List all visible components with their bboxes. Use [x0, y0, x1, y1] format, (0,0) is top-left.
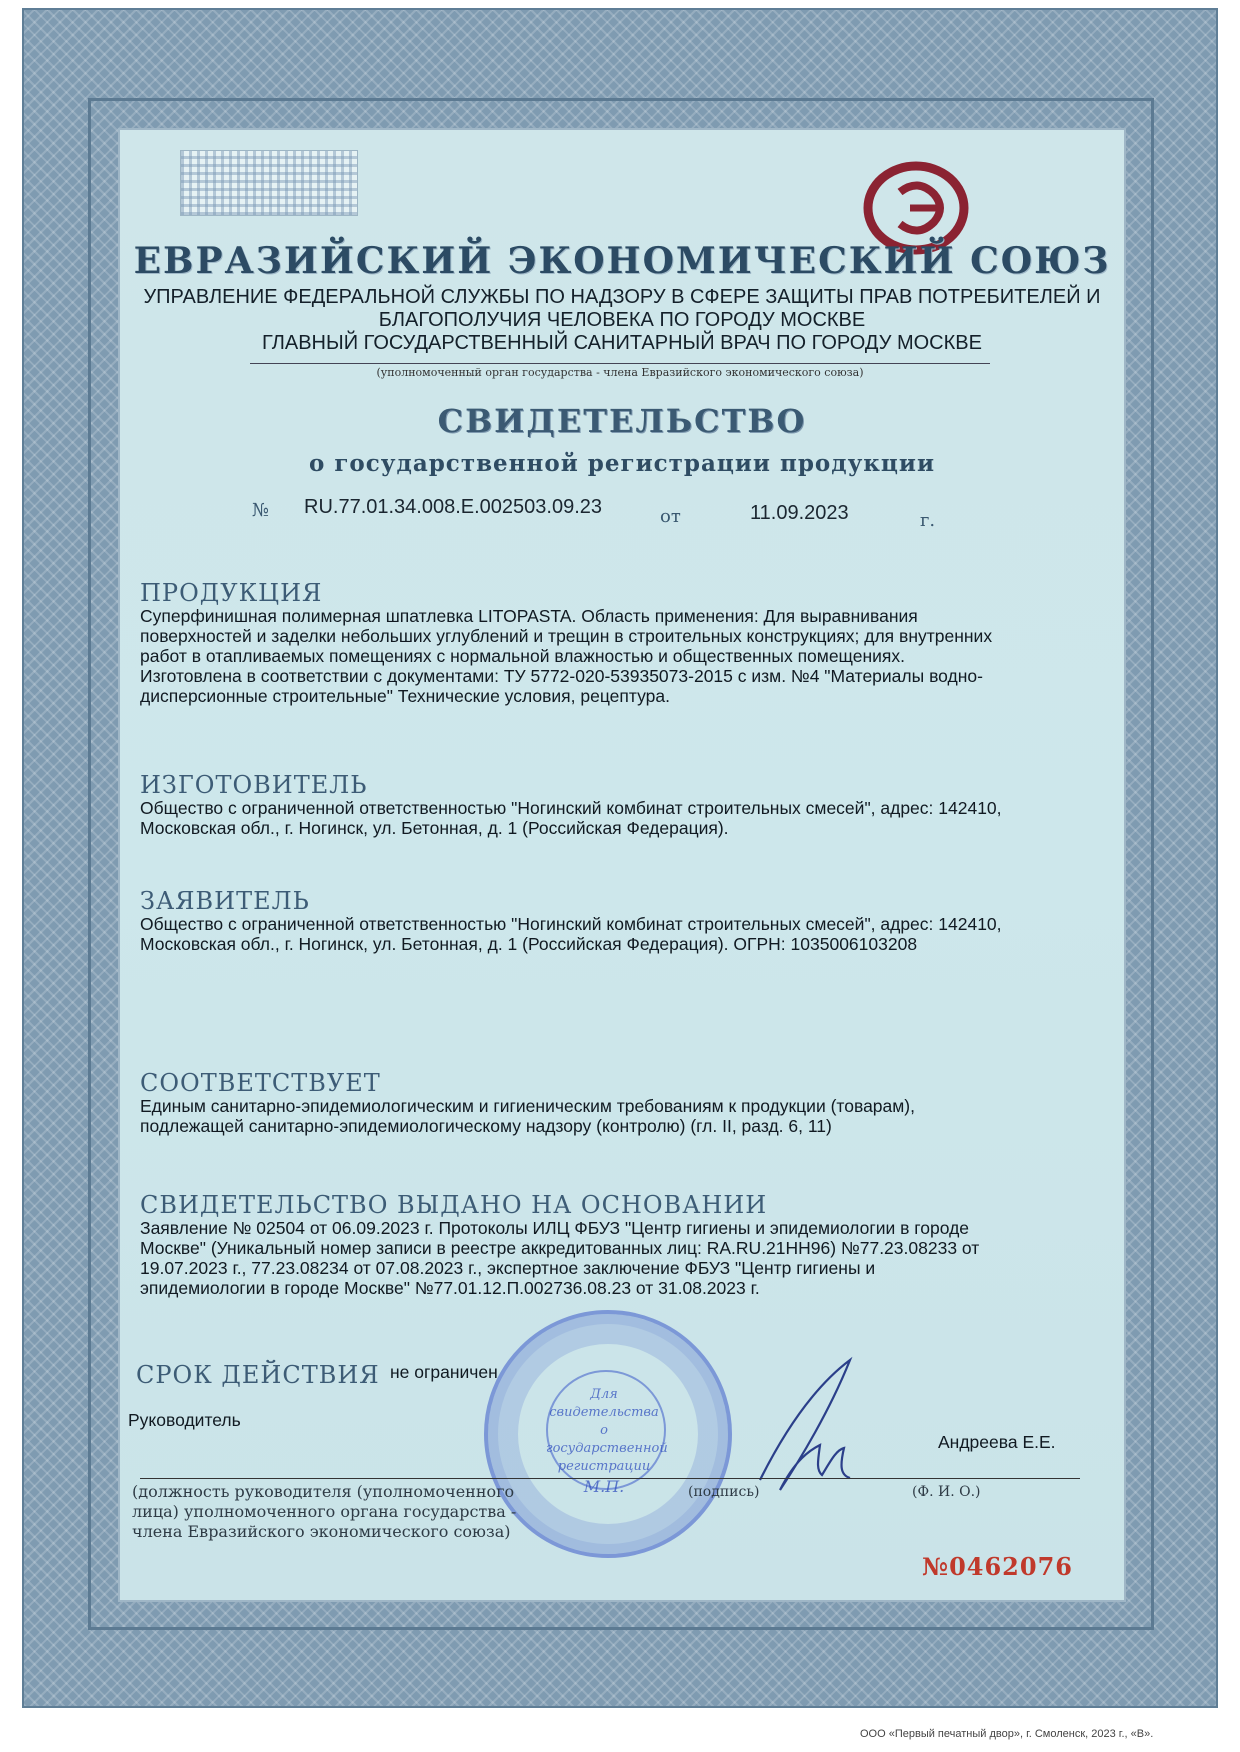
section-product	[140, 580, 1080, 706]
certificate-title: СВИДЕТЕЛЬСТВО	[437, 402, 807, 440]
section-line: Московская обл., г. Ногинск, ул. Бетонная, д. 1 (Российская Федерация). ОГРН: 1035006103208	[140, 934, 918, 954]
section-line: работ в отапливаемых помещениях с нормальной влажностью и общественных помещениях.	[140, 646, 906, 666]
authority-line: БЛАГОПОЛУЧИЯ ЧЕЛОВЕКА ПО ГОРОДУ МОСКВЕ	[378, 309, 866, 331]
section-line: Общество с ограниченной ответственностью "Ногинский комбинат строительных смесей", адрес: 142410,	[140, 914, 1002, 934]
section-heading: ПРОДУКЦИЯ	[140, 579, 323, 607]
role-note-line: лица) уполномоченного органа государства -	[132, 1502, 517, 1521]
authority-line: ГЛАВНЫЙ ГОСУДАРСТВЕННЫЙ САНИТАРНЫЙ ВРАЧ ПО ГОРОДУ МОСКВЕ	[262, 332, 982, 354]
section-manufacturer	[140, 772, 1080, 838]
printer-imprint: ООО «Первый печатный двор», г. Смоленск, 2023 г., «В».	[860, 1728, 1154, 1740]
validity-heading: СРОК ДЕЙСТВИЯ	[136, 1361, 380, 1389]
role-note-line: (должность руководителя (уполномоченного	[132, 1482, 515, 1501]
section-basis	[140, 1192, 1080, 1298]
fio-note: (Ф. И. О.)	[912, 1484, 981, 1500]
validity-value: не ограничен	[390, 1362, 498, 1382]
sign-note: (подпись)	[688, 1484, 760, 1500]
seal-line: свидетельства	[549, 1405, 659, 1420]
union-name: ЕВРАЗИЙСКИЙ ЭКОНОМИЧЕСКИЙ СОЮЗ	[133, 240, 1111, 282]
section-line: Изготовлена в соответствии с документами: ТУ 5772-020-53935073-2015 с изм. №4 "Материалы водно-	[140, 666, 983, 686]
certificate-subtitle: о государственной регистрации продукции	[308, 450, 936, 477]
signature-underline	[140, 1478, 1080, 1479]
role-note-line: члена Евразийского экономического союза)	[132, 1522, 511, 1541]
authority-line: УПРАВЛЕНИЕ ФЕДЕРАЛЬНОЙ СЛУЖБЫ ПО НАДЗОРУ В СФЕРЕ ЗАЩИТЫ ПРАВ ПОТРЕБИТЕЛЕЙ И	[143, 286, 1101, 308]
authority-note: (уполномоченный орган государства - члена Евразийского экономического союза)	[376, 366, 864, 379]
date-suffix: г.	[920, 510, 936, 531]
section-line: 19.07.2023 г., 77.23.08234 от 07.08.2023 г., экспертное заключение ФБУЗ "Центр гигиены и	[140, 1258, 876, 1278]
section-applicant	[140, 888, 1080, 954]
section-line: подлежащей санитарно-эпидемиологическому надзору (контролю) (гл. II, разд. 6, 11)	[140, 1116, 832, 1136]
section-line: Общество с ограниченной ответственностью "Ногинский комбинат строительных смесей", адрес: 142410,	[140, 798, 1002, 818]
section-line: поверхностей и заделки небольших углублений и трещин в строительных конструкциях; для внутренних	[140, 626, 993, 646]
section-heading: ЗАЯВИТЕЛЬ	[140, 887, 310, 915]
section-line: эпидемиологии в городе Москве" №77.01.12.П.002736.08.23 от 31.08.2023 г.	[140, 1278, 760, 1298]
seal-line: регистрации	[557, 1459, 651, 1474]
certificate-number: RU.77.01.34.008.Е.002503.09.23	[304, 496, 603, 518]
section-heading: СВИДЕТЕЛЬСТВО ВЫДАНО НА ОСНОВАНИИ	[140, 1191, 768, 1219]
section-heading: ИЗГОТОВИТЕЛЬ	[140, 771, 368, 799]
signatory-name: Андреева Е.Е.	[938, 1432, 1056, 1452]
signatory-role: Руководитель	[128, 1410, 241, 1430]
seal-mark: М.П.	[583, 1477, 625, 1496]
seal-text	[546, 1386, 668, 1496]
section-conforms	[140, 1070, 1080, 1136]
serial-number: №0462076	[922, 1552, 1073, 1581]
number-prefix: №	[252, 500, 270, 521]
authority-name	[120, 286, 1124, 355]
seal-line: о государственной	[546, 1423, 668, 1456]
section-line: Московская обл., г. Ногинск, ул. Бетонная, д. 1 (Российская Федерация).	[140, 818, 729, 838]
seal-line: Для	[590, 1387, 618, 1402]
section-line: дисперсионные строительные" Технические условия, рецептура.	[140, 686, 670, 706]
section-line: Москве" (Уникальный номер записи в реестре аккредитованных лиц: RA.RU.21НН96) №77.23.08233 от	[140, 1238, 980, 1258]
certificate-date: 11.09.2023	[750, 502, 849, 524]
section-line: Суперфинишная полимерная шпатлевка LITOPASTA. Область применения: Для выравнивания	[140, 606, 918, 626]
authority-underline	[250, 363, 990, 364]
section-line: Заявление № 02504 от 06.09.2023 г. Протоколы ИЛЦ ФБУЗ "Центр гигиены и эпидемиологии в городе	[140, 1218, 970, 1238]
section-heading: СООТВЕТСТВУЕТ	[140, 1069, 381, 1097]
role-note	[132, 1482, 516, 1542]
date-prefix: от	[660, 506, 681, 527]
section-line: Единым санитарно-эпидемиологическим и гигиеническим требованиям к продукции (товарам),	[140, 1096, 915, 1116]
guilloche-pattern	[180, 150, 358, 216]
